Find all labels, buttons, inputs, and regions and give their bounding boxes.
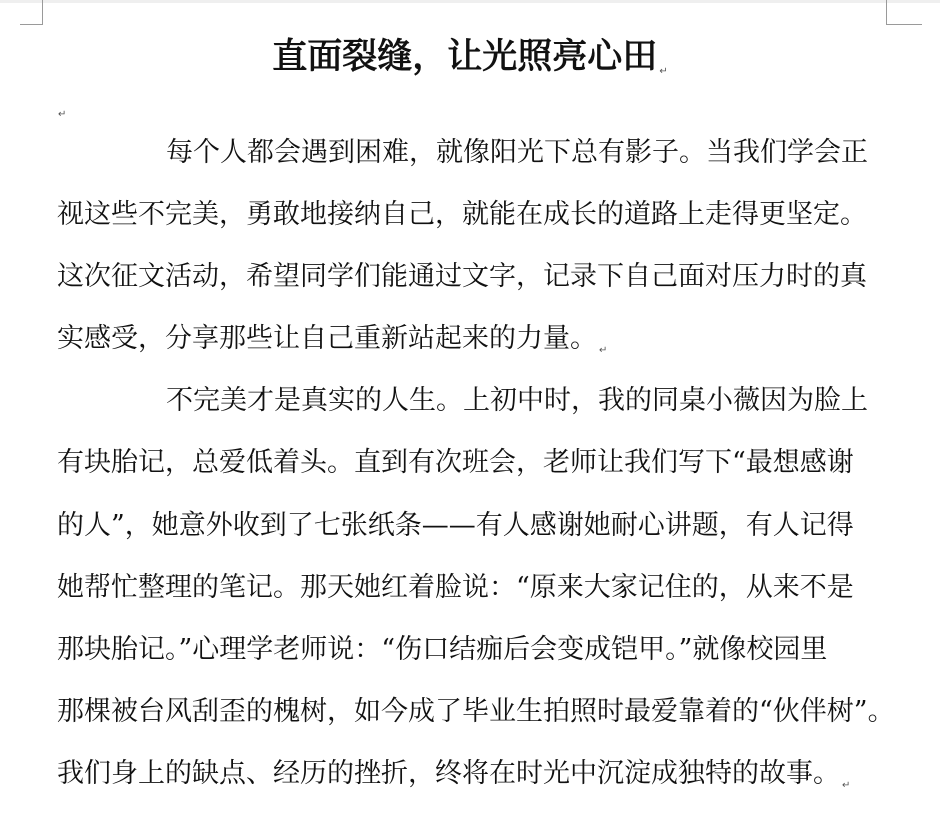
paragraph-mark-icon: ↵ <box>842 780 851 791</box>
paragraph-1-line-1[interactable]: 每个人都会遇到困难，就像阳光下总有影子。当我们学会正 <box>166 137 868 168</box>
document-title-text: 直面裂缝，让光照亮心田 <box>272 37 658 77</box>
paragraph-2-line-3[interactable]: 的人”，她意外收到了七张纸条——有人感谢她耐心讲题，有人记得 <box>57 510 854 541</box>
paragraph-2-line-2[interactable]: 有块胎记，总爱低着头。直到有次班会，老师让我们写下“最想感谢 <box>57 447 854 478</box>
paragraph-mark-icon: ↵ <box>599 345 608 356</box>
paragraph-1-line-4-text: 实感受，分享那些让自己重新站起来的力量。 <box>57 323 597 354</box>
crop-mark-top-right <box>886 0 922 25</box>
paragraph-mark-icon: ↵ <box>659 66 668 77</box>
paragraph-2-line-4[interactable]: 她帮忙整理的笔记。那天她红着脸说：“原来大家记住的，从来不是 <box>57 572 854 603</box>
paragraph-2-line-6[interactable]: 那棵被台风刮歪的槐树，如今成了毕业生拍照时最爱靠着的“伙伴树”。 <box>57 696 895 727</box>
paragraph-1-line-2[interactable]: 视这些不完美，勇敢地接纳自己，就能在成长的道路上走得更坚定。 <box>57 199 867 230</box>
paragraph-2-line-7[interactable] <box>57 754 850 794</box>
paragraph-2-line-5[interactable]: 那块胎记。”心理学老师说：“伤口结痂后会变成铠甲。”就像校园里 <box>57 634 828 665</box>
crop-mark-top-left <box>20 0 43 25</box>
empty-paragraph[interactable] <box>56 96 67 120</box>
paragraph-1-line-3[interactable]: 这次征文活动，希望同学们能通过文字，记录下自己面对压力时的真 <box>57 261 867 292</box>
paragraph-2-line-1[interactable]: 不完美才是真实的人生。上初中时，我的同桌小薇因为脸上 <box>166 385 868 416</box>
paragraph-mark-icon: ↵ <box>58 109 67 120</box>
document-title[interactable] <box>0 31 940 98</box>
paragraph-2-line-7-text: 我们身上的缺点、经历的挫折，终将在时光中沉淀成独特的故事。 <box>57 758 840 789</box>
page-top-edge <box>0 0 940 3</box>
paragraph-1-line-4[interactable] <box>57 319 607 359</box>
